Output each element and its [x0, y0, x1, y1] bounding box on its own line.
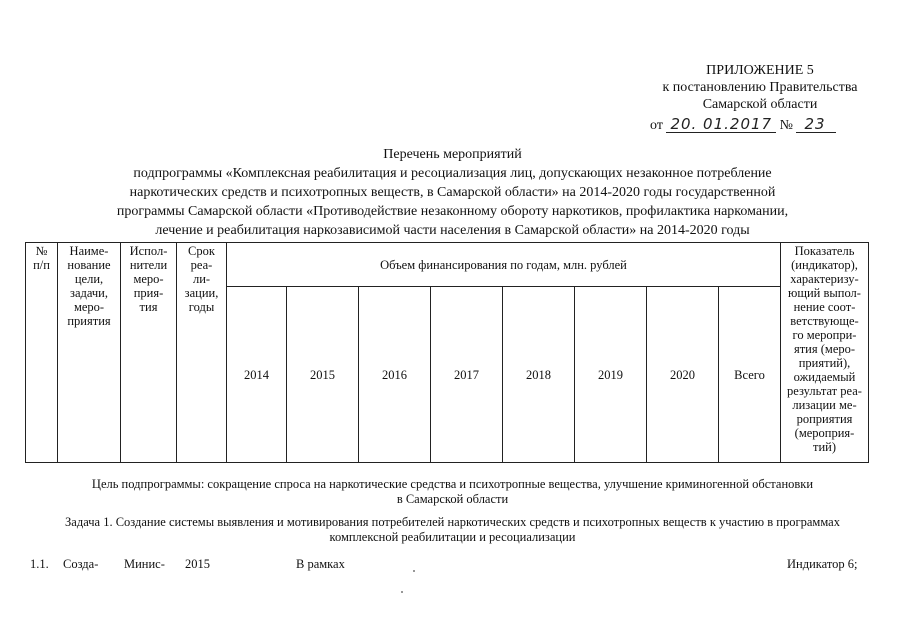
row-1-1-exec: Минис-	[124, 557, 165, 571]
decree-date-line	[650, 116, 836, 134]
header-exec-line: прия-	[133, 286, 164, 300]
year-2018: 2018	[503, 287, 575, 463]
header-num-line: п/п	[33, 258, 50, 272]
appendix-title: ПРИЛОЖЕНИЕ 5	[706, 63, 814, 78]
appendix-header	[640, 62, 880, 113]
subprogram-goal	[0, 477, 905, 507]
title-line-5: лечение и реабилитация наркозависимой части населения в Самарской области» на 2014-2020 годы	[155, 223, 750, 238]
appendix-line-3: Самарской области	[702, 97, 818, 112]
row-1-1-num: 1.1.	[30, 557, 49, 571]
appendix-line-2: к постановлению Правительства	[662, 80, 858, 95]
header-exec-line: нители	[129, 258, 168, 272]
funding-table	[25, 242, 869, 463]
scan-speck	[401, 591, 403, 593]
title-line-2: подпрограммы «Комплексная реабилитация и ресоциализация лиц, допускающих незаконное потребление	[133, 166, 772, 181]
header-exec-line: тия	[139, 300, 158, 314]
header-indicator-line: результат реа-	[787, 384, 862, 398]
header-executors	[121, 243, 177, 463]
header-term-line: реа-	[190, 258, 213, 272]
header-indicator-line: лизации ме-	[792, 398, 857, 412]
header-term-line: ли-	[192, 272, 211, 286]
year-total: Всего	[719, 287, 781, 463]
handwritten-date: 20. 01.2017	[666, 116, 776, 133]
header-indicator-line: тий)	[812, 440, 836, 454]
year-2019: 2019	[575, 287, 647, 463]
header-num-line: №	[35, 244, 48, 258]
header-indicator	[781, 243, 869, 463]
header-indicator-line: (мероприя-	[794, 426, 855, 440]
title-line-4: программы Самарской области «Противодействие незаконному обороту наркотиков, профилактика наркомании,	[116, 204, 789, 219]
row-1-1-name: Созда-	[63, 557, 99, 571]
year-2020: 2020	[647, 287, 719, 463]
row-1-1-text: В рамках	[296, 557, 345, 571]
header-name-line: задачи,	[70, 286, 108, 300]
header-indicator-line: нение соот-	[793, 300, 856, 314]
row-1-1-indicator: Индикатор 6;	[787, 557, 858, 571]
task-line-2: комплексной реабилитации и ресоциализации	[329, 530, 576, 544]
task-line-1: Задача 1. Создание системы выявления и мотивирования потребителей наркотических средств и психотропных веществ к участию в программах	[65, 515, 840, 529]
header-indicator-line: Показатель	[794, 244, 855, 258]
header-name	[58, 243, 121, 463]
header-num	[26, 243, 58, 463]
header-name-line: цели,	[74, 272, 104, 286]
year-2017: 2017	[431, 287, 503, 463]
header-term-line: годы	[188, 300, 215, 314]
year-2016: 2016	[359, 287, 431, 463]
row-1-1-term: 2015	[185, 557, 210, 571]
header-name-line: Наиме-	[69, 244, 109, 258]
header-indicator-line: ятия (меро-	[793, 342, 856, 356]
header-name-line: нование	[67, 258, 111, 272]
header-indicator-line: (индикатор),	[791, 258, 858, 272]
header-term	[177, 243, 227, 463]
header-name-line: приятия	[67, 314, 111, 328]
header-indicator-line: роприятия	[796, 412, 853, 426]
handwritten-number: 23	[796, 116, 835, 133]
header-indicator-line: приятий),	[798, 356, 851, 370]
header-name-line: меро-	[73, 300, 105, 314]
goal-line-1: Цель подпрограммы: сокращение спроса на наркотические средства и психотропные вещества, улучшение криминогенной обстановки	[91, 477, 814, 491]
header-indicator-line: характеризу-	[790, 272, 859, 286]
scan-speck	[413, 570, 415, 572]
from-label: от	[650, 118, 663, 133]
task-1	[0, 515, 905, 545]
header-term-line: зации,	[184, 286, 219, 300]
document-title	[0, 145, 905, 240]
header-exec-line: Испол-	[129, 244, 168, 258]
year-2014: 2014	[227, 287, 287, 463]
header-indicator-line: ветствующе-	[790, 314, 859, 328]
header-indicator-line: ожидаемый	[793, 370, 856, 384]
goal-line-2: в Самарской области	[396, 492, 509, 506]
number-label: №	[779, 118, 793, 133]
header-exec-line: меро-	[133, 272, 164, 286]
header-indicator-line: ющий выпол-	[788, 286, 861, 300]
funding-header: Объем финансирования по годам, млн. рублей	[227, 243, 781, 287]
title-line-3: наркотических средств и психотропных веществ, в Самарской области» на 2014-2020 годы государственной	[129, 185, 776, 200]
header-indicator-line: го меропри-	[792, 328, 857, 342]
header-term-line: Срок	[188, 244, 215, 258]
title-line-1: Перечень мероприятий	[383, 147, 522, 162]
year-2015: 2015	[287, 287, 359, 463]
